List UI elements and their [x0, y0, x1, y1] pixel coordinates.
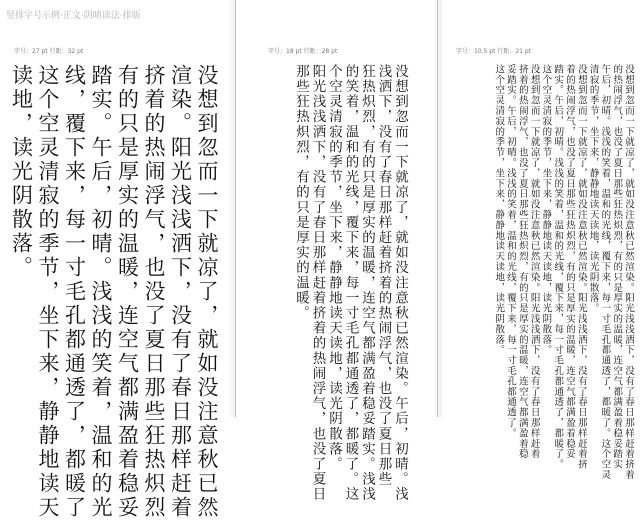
vertical-text-block: 没想到忽而一下就凉了，就如没注意秋已然 渲染。阳光浅浅洒下，没有了春日那样赶着 挤着的热闹浮气，也没了夏日那些狂热炽烈 有的只是厚实的温暖，连空气都满盈着稳妥 踏实。午后，初晴。浅浅的笑着，温和的光 线，覆下来，每一寸毛孔都通透了，都暖了 这个空灵清寂的季节，坐下来，静静地读天 读地，读光阴散落。 [9, 64, 219, 520]
vertical-text-block: 没想到忽而一下就凉了，就如没注意秋已然渲染。午后，初晴。浅 浅洒下，没有了春日那样赶着挤着的热闹浮气，也没了夏日那些 狂热炽烈，有的只是厚实的温暖，连空气都满盈着稳妥踏实。浅浅 的笑着，温和的光线，覆下来，每一寸毛孔都通透了，都暖了。这 个空灵清寂的季节，坐下来，静静地读天读地，读光阴散落。 阳光浅浅洒下，没有了春日那样赶着挤着的热闹浮气，也没了夏日 那些狂热炽烈，有的只是厚实的温暖。 [293, 64, 408, 502]
column-medium-type [236, 0, 432, 502]
column-meta-label: 字号：27 pt 行距：32 pt [14, 48, 84, 55]
vertical-text-block: 没想到忽而一下就凉了，就如没注意秋已然渲染。阳光浅浅洒下，没有了春日那样赶着挤着 的热闹浮气，也没了夏日那些狂热炽烈，有的只是厚实的温暖，连空气都满盈着稳妥踏实 午后，初晴。浅浅的笑着，温和的光线，覆下来，每一寸毛孔都通透了，都暖了。这个空灵 清寂的季节，坐下来，静静地读天读地，读光阴散落。 没想到忽而一下就凉了，就如没注意秋已然渲染。阳光浅浅洒下，没有了春日那样赶着挤 着的热闹浮气，也没了夏日那些狂热炽烈，有的只是厚实的温暖，连空气都满盈着稳妥 踏实。午后，初晴。浅浅的笑着，温和的光线，覆下来，每一寸毛孔都通透了，都暖了。 这个空灵清寂的季节，坐下来，静静地读天读地，读光阴散落。 没想到忽而一下就凉了，就如没注意秋已然渲染。阳光浅浅洒下，没有了春日那样赶着 挤着的热闹浮气，也没了夏日那些狂热炽烈，有的只是厚实的温暖，连空气都满盈着稳 妥踏实。午后，初晴。浅浅的笑着，温和的光线，覆下来，每一寸毛孔都通透了。 这个空灵清寂的季节，坐下来，静静地读天读地，读光阴散落。 [493, 64, 634, 480]
column-meta-label: 字号：10.5 pt 行距：21 pt [456, 48, 532, 55]
column-meta-label: 字号：18 pt 行距：28 pt [268, 48, 338, 55]
column-large-type [0, 0, 232, 520]
column-small-type [438, 0, 640, 480]
page-header: 竖排字号示例·正文·阴晴读法·排版 [6, 11, 141, 21]
